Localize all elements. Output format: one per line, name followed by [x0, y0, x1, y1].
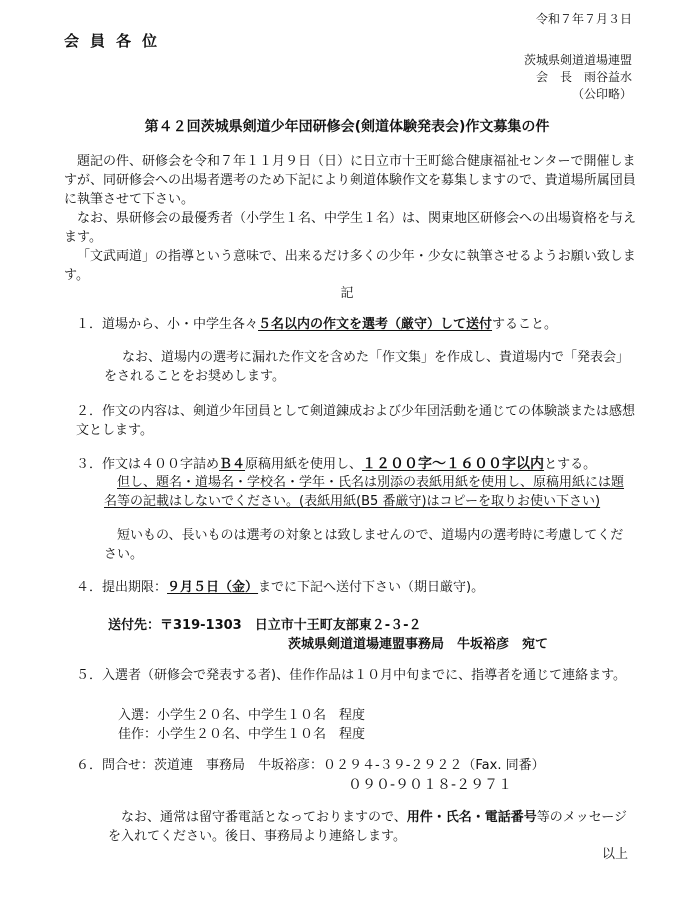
item-3-number: ３．	[76, 457, 103, 472]
item-4-address: 送付先：〒319-1303 日立市十王町友部東２-３-２	[108, 618, 422, 633]
item-5: ５．入選者（研修会で発表する者)、佳作作品は１０月中旬までに、指導者を通じて連絡ます。	[76, 668, 627, 683]
document-title: 第４２回茨城県剣道少年団研修会(剣道体験発表会)作文募集の件	[144, 119, 550, 135]
item-5-selected-line: 入選：小学生２０名、中学生１０名 程度	[118, 708, 366, 723]
sender-org: 茨城県剣道道場連盟	[523, 53, 632, 67]
item-3-char-count: １２００字～１６００字以内	[362, 456, 545, 472]
closing-end-mark: 以上	[601, 847, 628, 862]
item-6-mobile-phone: ０９０-９０１８-２９７１	[348, 777, 513, 793]
item-3-paper-size: Ｂ４	[219, 457, 246, 472]
item-1-emphasis: ５名以内の作文を選考（厳守）して送付	[258, 317, 493, 332]
item-5-number: ５．	[76, 668, 103, 683]
closing-emphasis: 用件・氏名・電話番号	[406, 810, 537, 825]
closing-note: なお、通常は留守番電話となっておりますので、用件・氏名・電話番号等のメッセージを入れてください。後日、事務局より連絡します。	[108, 810, 627, 844]
item-6-number: ６．	[76, 758, 103, 773]
item-3: ３．作文は４００字詰めＢ４原稿用紙を使用し、１２００字～１６００字以内とする。	[76, 456, 597, 472]
item-3-note-2: 短いもの、長いものは選考の対象とは致しませんので、道場内の選考時に考慮してください。	[104, 528, 624, 562]
item-4-deadline: ９月５日（金）	[167, 580, 259, 595]
sender-seal-note: （公印略）	[571, 87, 632, 101]
item-1-note: なお、道場内の選考に漏れた作文を含めた「作文集」を作成し、貴道場内で「発表会」をされることをお奨めします。	[104, 350, 630, 384]
sender-name: 会 長 雨谷益水	[535, 70, 632, 84]
intro-paragraph-1: 題記の件、研修会を令和７年１１月９日（日）に日立市十王町総合健康福祉センターで開催しますが、同研修会への出場者選考のため下記により剣道体験作文を募集しますので、貴道場所属団員に執筆させて下さい。	[64, 154, 636, 207]
item-3-note-1: 但し、題名・道場名・学校名・学年・氏名は別添の表紙用紙を使用し、原稿用紙には題名等の記載はしないでください。(表紙用紙(B5 番厳守)はコピーを取りお使い下さい)	[104, 475, 625, 509]
item-2: ２．作文の内容は、剣道少年団員として剣道錬成および少年団活動を通じての体験談または感想文とします。	[76, 404, 636, 438]
sender-block	[524, 52, 632, 103]
item-4-recipient: 茨城県剣道道場連盟事務局 牛坂裕彦 宛て	[288, 637, 549, 652]
item-4: ４．提出期限：９月５日（金）までに下記へ送付下さい（期日厳守)。	[76, 580, 485, 595]
item-4-number: ４．	[76, 580, 103, 595]
document-date: 令和７年７月３日	[535, 12, 632, 26]
item-6: ６．問合せ：茨道連 事務局 牛坂裕彦：０２９４-３９-２９２２（Fax. 同番）	[76, 758, 545, 773]
recipients-heading: 会員各位	[64, 32, 169, 50]
intro-paragraph-3: 「文武両道」の指導という意味で、出来るだけ多くの少年・少女に執筆させるようお願い致します。	[64, 249, 636, 283]
intro-paragraph-2: なお、県研修会の最優秀者（小学生１名、中学生１名）は、関東地区研修会への出場資格を与えます。	[64, 211, 637, 245]
ki-marker: 記	[340, 286, 354, 301]
item-2-number: ２．	[76, 404, 103, 419]
item-5-honorable-line: 佳作：小学生２０名、中学生１０名 程度	[118, 727, 366, 742]
item-1-number: １．	[76, 317, 103, 332]
item-1: １．道場から、小・中学生各々５名以内の作文を選考（厳守）して送付すること。	[76, 317, 558, 332]
